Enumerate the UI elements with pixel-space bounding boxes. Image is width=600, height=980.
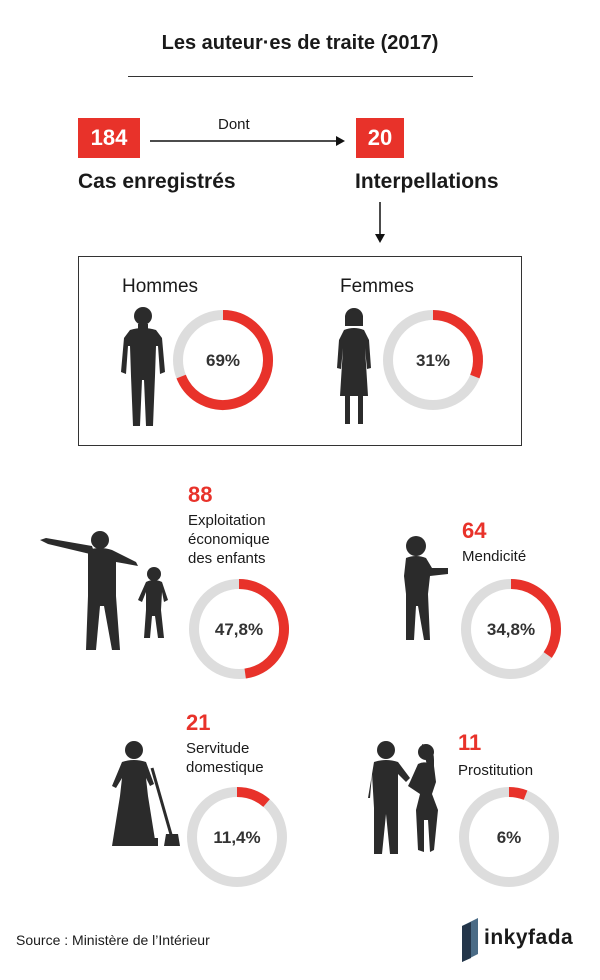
donut-chart-women <box>382 309 484 411</box>
label-line: des enfants <box>188 550 266 567</box>
inkyfada-logo-text: inkyfada <box>484 926 574 949</box>
donut-value-label: 6% <box>496 828 522 847</box>
title-divider <box>128 76 473 77</box>
prostitution-label <box>458 761 533 780</box>
donut-value-label: 47,8% <box>214 620 264 639</box>
person-sweeping-icon <box>106 738 182 850</box>
donut-chart-domestic-servitude <box>186 786 288 888</box>
arrests-count-badge: 20 <box>356 118 404 158</box>
donut-chart-men <box>172 309 274 411</box>
down-arrow-icon <box>372 202 388 244</box>
registered-label: Cas enregistrés <box>78 170 236 193</box>
donut-value-label: 31% <box>415 351 451 370</box>
woman-silhouette-icon <box>334 306 374 428</box>
label-line: Servitude <box>186 740 250 757</box>
donut-chart-child-exploitation <box>188 578 290 680</box>
child-exploitation-count: 88 <box>188 482 213 507</box>
child-exploitation-label <box>188 511 270 568</box>
couple-silhouette-icon <box>368 738 444 858</box>
child-begging-icon <box>396 532 450 648</box>
label-line: Exploitation <box>188 512 266 529</box>
registered-count-badge: 184 <box>78 118 140 158</box>
adult-pointing-at-child-icon <box>36 526 176 654</box>
donut-chart-prostitution <box>458 786 560 888</box>
label-line: Prostitution <box>458 762 534 779</box>
label-line: Mendicité <box>462 548 527 565</box>
donut-value-label: 69% <box>205 351 241 370</box>
women-label: Femmes <box>340 276 414 297</box>
connector-arrow-icon <box>150 134 346 148</box>
domestic-servitude-label <box>186 739 264 777</box>
man-silhouette-icon <box>118 306 168 428</box>
prostitution-count: 11 <box>458 730 482 755</box>
page-title: Les auteur·es de traite (2017) <box>161 32 439 54</box>
donut-chart-begging <box>460 578 562 680</box>
begging-count: 64 <box>462 518 487 543</box>
connector-label: Dont <box>218 116 250 133</box>
inkyfada-logo-icon <box>462 918 480 962</box>
donut-value-label: 11,4% <box>213 828 261 847</box>
label-line: domestique <box>186 759 264 776</box>
domestic-servitude-count: 21 <box>186 710 211 735</box>
donut-value-arc <box>237 792 267 803</box>
label-line: économique <box>188 531 270 548</box>
arrests-label: Interpellations <box>355 170 499 193</box>
donut-value-arc <box>509 792 526 795</box>
men-label: Hommes <box>122 276 199 297</box>
source-note: Source : Ministère de l’Intérieur <box>16 932 210 948</box>
begging-label <box>462 547 526 566</box>
donut-value-label: 34,8% <box>486 620 536 639</box>
